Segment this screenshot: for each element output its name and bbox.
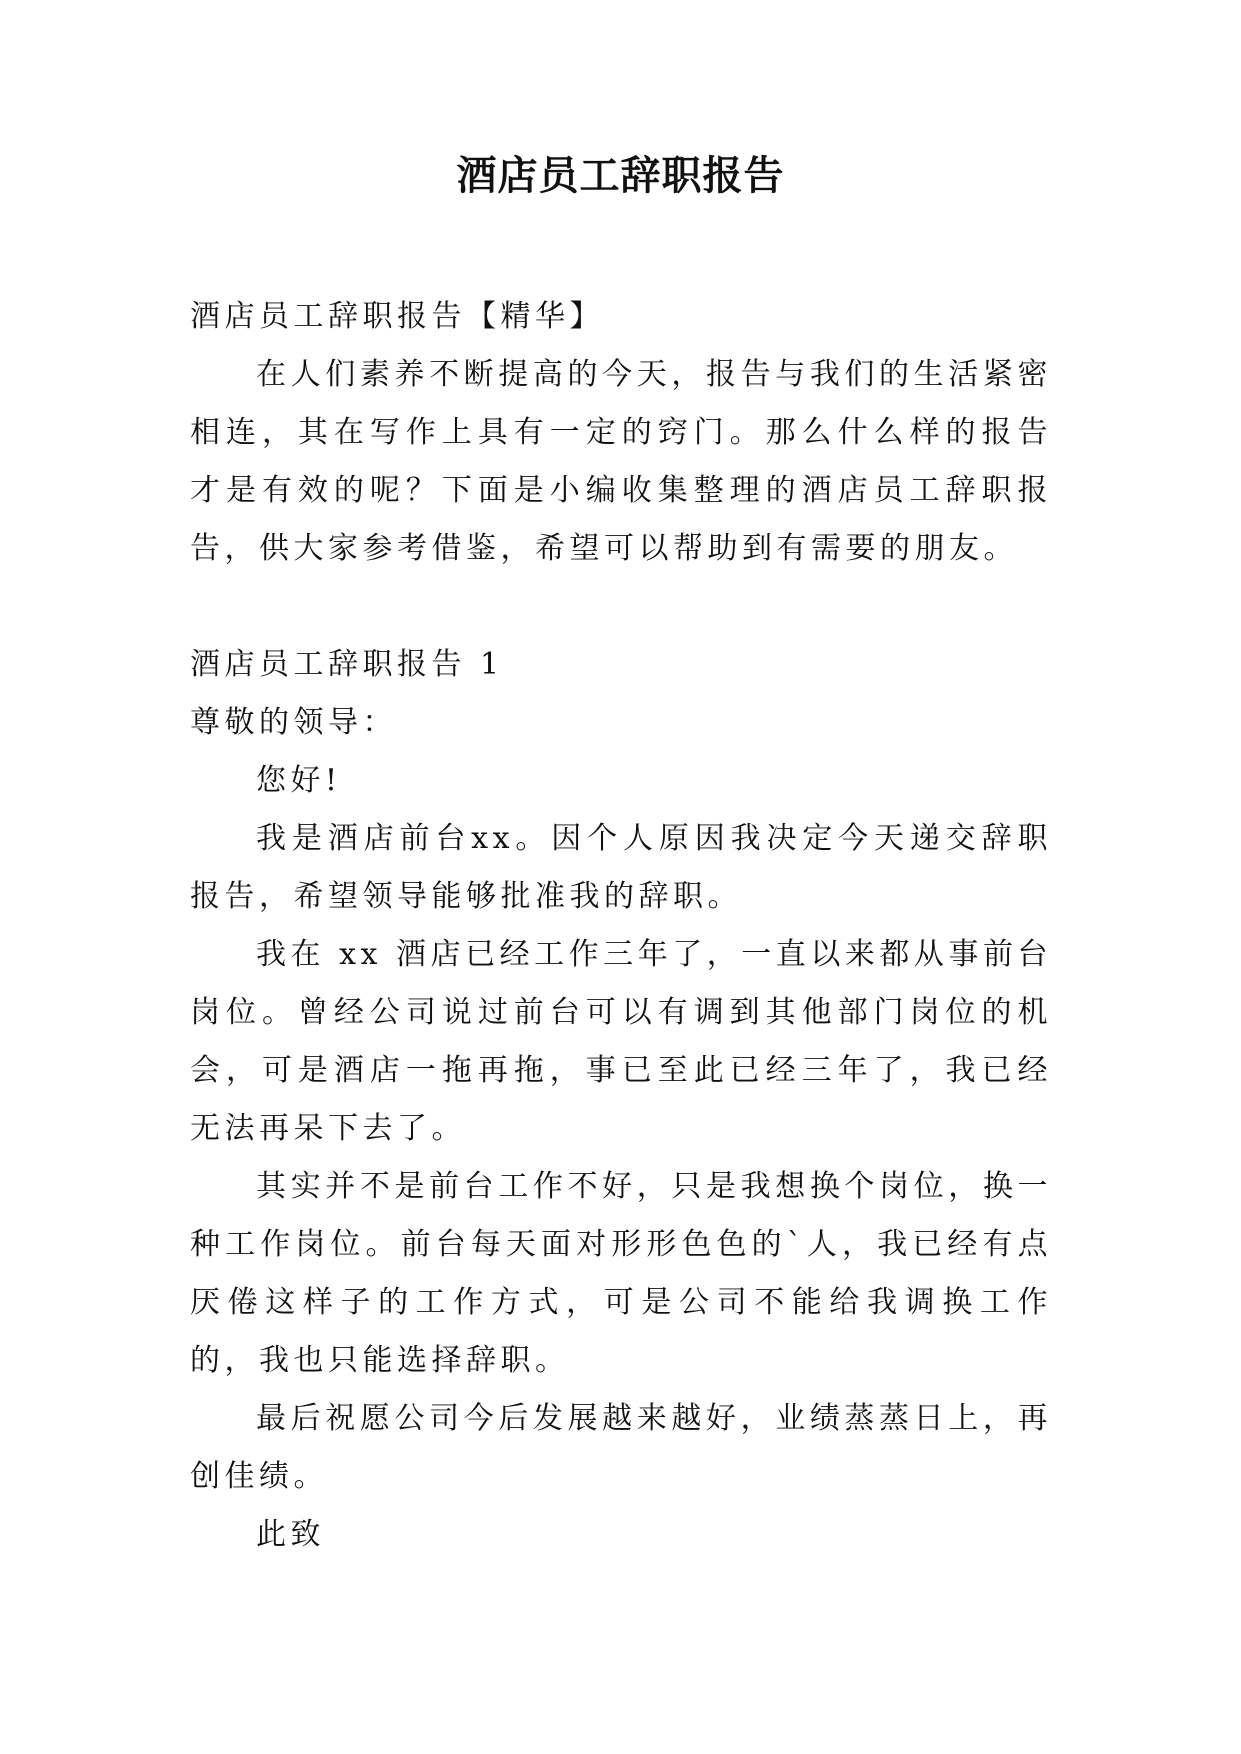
- section-heading: 酒店员工辞职报告 1: [190, 647, 504, 682]
- paragraph-spacer: [190, 578, 1052, 636]
- salutation: 尊敬的领导：: [190, 705, 397, 740]
- body-paragraph-3: 其实并不是前台工作不好，只是我想换个岗位，换一种工作岗位。前台每天面对形形色色的`人，我已经有点厌倦这样子的工作方式，可是公司不能给我调换工作的，我也只能选择辞职。: [190, 1169, 1052, 1378]
- document-subtitle: 酒店员工辞职报告【精华】: [190, 299, 604, 334]
- greeting: 您好!: [256, 763, 342, 798]
- intro-paragraph: 在人们素养不断提高的今天，报告与我们的生活紧密相连，其在写作上具有一定的窍门。那么什么样的报告才是有效的呢？下面是小编收集整理的酒店员工辞职报告，供大家参考借鉴，希望可以帮助到有需要的朋友。: [190, 357, 1052, 566]
- document-body: [190, 288, 1052, 1564]
- closing-line: 此致: [256, 1517, 325, 1552]
- body-paragraph-2: 我在 xx 酒店已经工作三年了，一直以来都从事前台岗位。曾经公司说过前台可以有调到其他部门岗位的机会，可是酒店一拖再拖，事已至此已经三年了，我已经无法再呆下去了。: [190, 937, 1052, 1146]
- body-paragraph-1: 我是酒店前台xx。因个人原因我决定今天递交辞职报告，希望领导能够批准我的辞职。: [190, 821, 1052, 914]
- body-paragraph-4: 最后祝愿公司今后发展越来越好，业绩蒸蒸日上，再创佳绩。: [190, 1401, 1052, 1494]
- document-title: 酒店员工辞职报告: [456, 152, 785, 199]
